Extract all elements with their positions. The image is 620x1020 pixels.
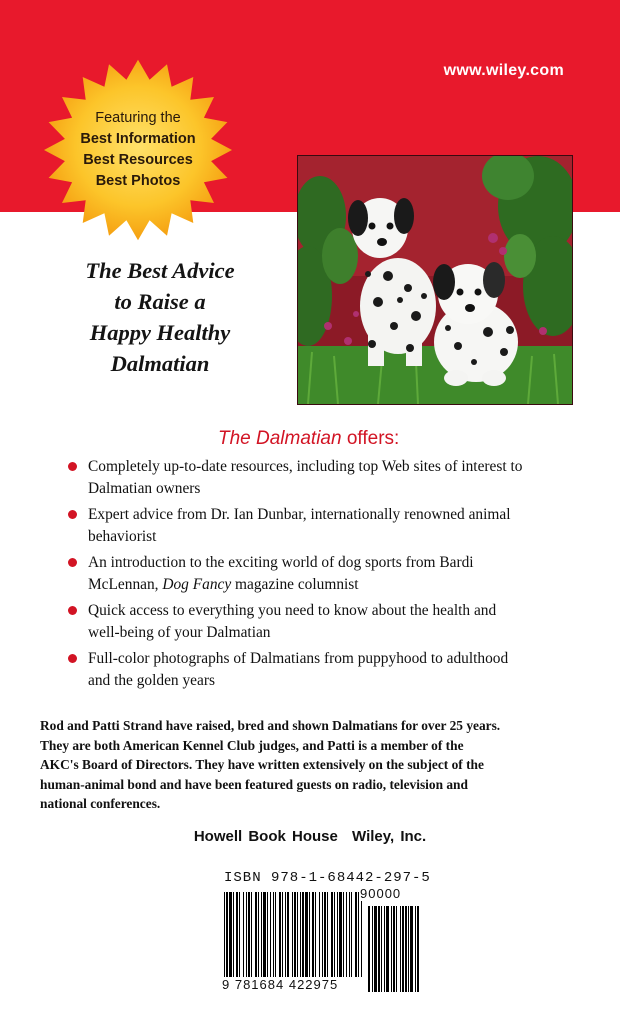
barcode-bar	[309, 892, 310, 980]
barcode-addon-bar	[393, 906, 395, 992]
barcode-bar	[351, 892, 352, 980]
barcode-addon-bar	[372, 906, 373, 992]
barcode-addon-bar	[386, 906, 389, 992]
barcode-bar	[261, 892, 262, 980]
barcode-bar	[287, 892, 289, 980]
barcode-bar	[355, 892, 357, 980]
bullet-dot-icon	[68, 654, 77, 663]
barcode-addon-bar	[410, 906, 413, 992]
barcode-bar	[327, 892, 328, 980]
offers-title-book: The Dalmatian	[218, 428, 342, 449]
offers-title	[218, 428, 399, 450]
barcode-bar	[226, 892, 228, 988]
barcode-bar	[349, 892, 350, 980]
barcode-bar	[243, 892, 244, 980]
barcode-addon-bar	[405, 906, 407, 992]
barcode-addon-digits: 90000	[360, 886, 402, 901]
barcode-bar	[322, 892, 323, 980]
barcode-bar	[275, 892, 276, 980]
barcode-bar	[358, 892, 359, 980]
offers-title-rest: offers:	[341, 428, 400, 449]
barcode-bar	[343, 892, 344, 980]
barcode-addon-bar	[415, 906, 416, 992]
barcode-bar	[346, 892, 347, 980]
barcode-addon-bar	[402, 906, 404, 992]
list-item: Full-color photographs of Dalmatians from puppyhood to adulthood and the golden years	[68, 648, 578, 692]
barcode-bar	[233, 892, 234, 980]
featuring-starburst	[40, 58, 236, 244]
barcode-bar	[339, 892, 342, 980]
barcode-bar	[236, 892, 238, 980]
barcode-bar	[294, 892, 296, 988]
list-item: Completely up-to-date resources, including top Web sites of interest to Dalmatian owners	[68, 456, 578, 500]
barcode-bar	[319, 892, 320, 980]
barcode-bar	[273, 892, 274, 980]
headline-line-2: to Raise a	[114, 289, 206, 314]
barcode-addon-bar	[368, 906, 370, 992]
barcode-bar	[263, 892, 266, 980]
barcode-bar	[305, 892, 308, 980]
headline-line-3: Happy Healthy	[89, 320, 231, 345]
barcode-bar	[282, 892, 283, 980]
list-item: Quick access to everything you need to know about the health and well-being of your Dalmatian	[68, 600, 578, 644]
barcode-addon-bar	[384, 906, 385, 992]
barcode-bar	[312, 892, 314, 980]
barcode-bar	[300, 892, 301, 980]
barcode-bar	[255, 892, 257, 980]
barcode-addon-bar	[381, 906, 382, 992]
imprint-name: Howell Book House	[193, 828, 338, 845]
barcode-bar	[267, 892, 268, 980]
barcode-bar	[224, 892, 225, 988]
list-item: An introduction to the exciting world of dog sports from Bardi McLennan, Dog Fancy magazine columnist	[68, 552, 578, 596]
offers-list	[68, 456, 578, 696]
barcode-bar	[292, 892, 293, 980]
author-bio: Rod and Patti Strand have raised, bred and shown Dalmatians for over 25 years. They are both American Kennel Club judges, and Patti is a member of the AKC's Board of Directors. They have written extensively on the subject of the human-animal bond and have been featured guests on radio, television and national conferences.	[40, 718, 501, 812]
barcode-bar	[302, 892, 304, 980]
barcode-bar	[239, 892, 240, 980]
barcode-bar	[270, 892, 271, 980]
starburst-line-featuring: Featuring the	[95, 110, 181, 126]
barcode-addon-bar	[396, 906, 397, 992]
bullet-dot-icon	[68, 558, 77, 567]
headline-line-1: The Best Advice	[85, 258, 235, 283]
barcode-bar	[337, 892, 338, 980]
bullet-dot-icon	[68, 510, 77, 519]
list-item: Expert advice from Dr. Ian Dunbar, internationally renowned animal behaviorist	[68, 504, 578, 548]
website-url[interactable]: www.wiley.com	[443, 62, 564, 79]
barcode-addon-bar	[400, 906, 401, 992]
barcode-bar	[324, 892, 326, 980]
headline	[40, 255, 280, 379]
publisher-name: Wiley, Inc.	[352, 828, 427, 845]
headline-line-4: Dalmatian	[110, 351, 210, 376]
barcode-digits: 9 781684 422975	[220, 977, 362, 992]
publisher-line	[0, 828, 620, 845]
bullet-dot-icon	[68, 606, 77, 615]
starburst-line-photos: Best Photos	[95, 173, 181, 189]
barcode-addon-bar	[417, 906, 419, 992]
barcode-bar	[258, 892, 259, 980]
barcode-bar	[229, 892, 232, 980]
barcode-bar	[285, 892, 286, 980]
barcode-bar	[246, 892, 247, 980]
barcode-bar	[334, 892, 335, 980]
barcode-addon-bar	[374, 906, 377, 992]
barcode-addon-bar	[391, 906, 392, 992]
dalmatian-puppies-photo	[298, 156, 572, 404]
bullet-dot-icon	[68, 462, 77, 471]
starburst-line-resources: Best Resources	[83, 152, 193, 168]
barcode-bar	[279, 892, 281, 980]
barcode-bar	[251, 892, 252, 980]
barcode-bar	[297, 892, 298, 980]
barcode-bar	[361, 892, 362, 980]
isbn-label: ISBN 978-1-68442-297-5	[224, 870, 431, 886]
barcode-addon-bar	[378, 906, 380, 992]
barcode-bar	[248, 892, 250, 980]
barcode-addon-bar	[408, 906, 409, 992]
starburst-line-information: Best Information	[80, 131, 196, 147]
barcode-bar	[315, 892, 316, 980]
barcode-bar	[331, 892, 333, 980]
